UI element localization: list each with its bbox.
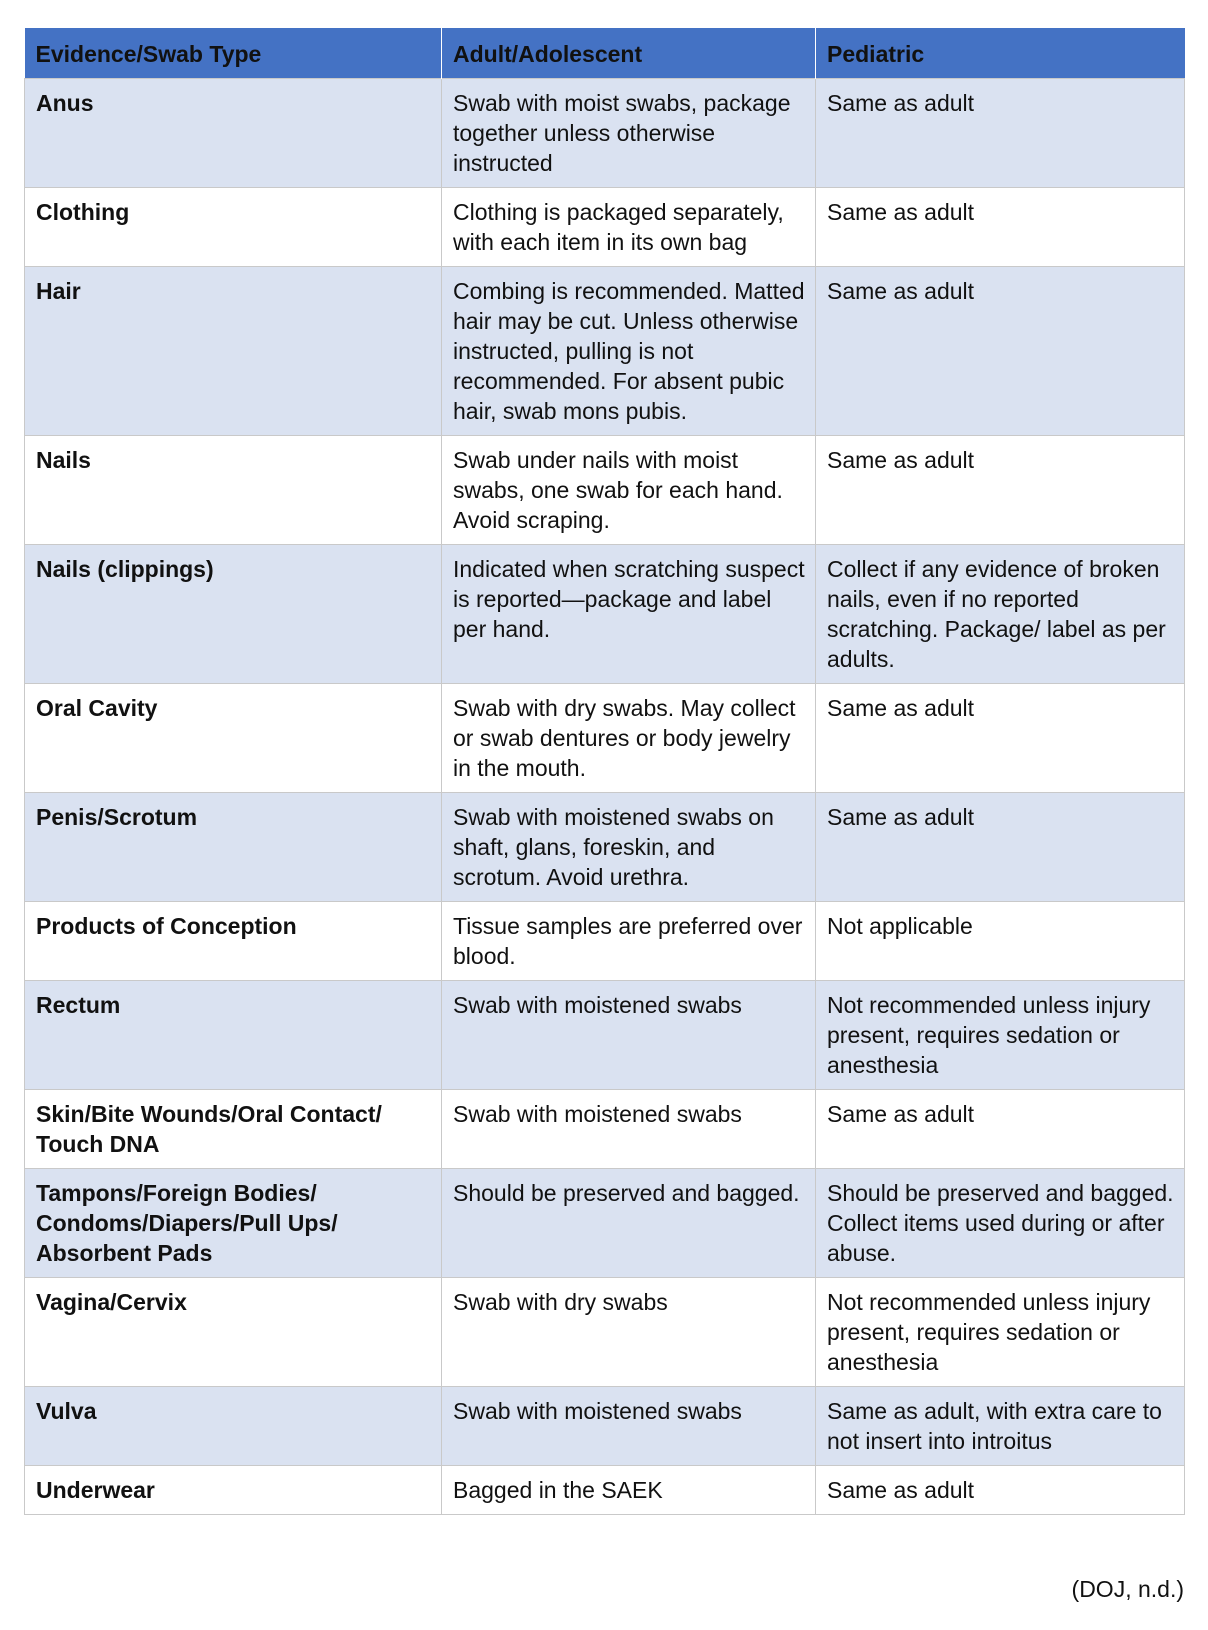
adult-cell: Swab with moistened swabs <box>442 981 816 1090</box>
column-header-adult: Adult/Adolescent <box>442 28 816 79</box>
table-row <box>25 902 1185 981</box>
evidence-type-cell: Rectum <box>25 981 442 1090</box>
pediatric-cell: Not applicable <box>816 902 1185 981</box>
evidence-type-cell: Nails <box>25 436 442 545</box>
pediatric-cell: Same as adult <box>816 79 1185 188</box>
table-row <box>25 1466 1185 1515</box>
table-row <box>25 545 1185 684</box>
table-row <box>25 1169 1185 1278</box>
table-row <box>25 793 1185 902</box>
table-row <box>25 267 1185 436</box>
adult-cell: Swab under nails with moist swabs, one swab for each hand. Avoid scraping. <box>442 436 816 545</box>
adult-cell: Swab with dry swabs <box>442 1278 816 1387</box>
adult-cell: Indicated when scratching suspect is reported—package and label per hand. <box>442 545 816 684</box>
evidence-type-cell: Nails (clippings) <box>25 545 442 684</box>
pediatric-cell: Same as adult <box>816 267 1185 436</box>
adult-cell: Should be preserved and bagged. <box>442 1169 816 1278</box>
table-header-row <box>25 28 1185 79</box>
evidence-type-cell: Vagina/Cervix <box>25 1278 442 1387</box>
table-row <box>25 684 1185 793</box>
evidence-type-cell: Products of Conception <box>25 902 442 981</box>
evidence-type-cell: Vulva <box>25 1387 442 1466</box>
pediatric-cell: Not recommended unless injury present, requires sedation or anesthesia <box>816 981 1185 1090</box>
pediatric-cell: Same as adult <box>816 188 1185 267</box>
column-header-pediatric: Pediatric <box>816 28 1185 79</box>
pediatric-cell: Same as adult <box>816 1466 1185 1515</box>
adult-cell: Bagged in the SAEK <box>442 1466 816 1515</box>
adult-cell: Swab with dry swabs. May collect or swab dentures or body jewelry in the mouth. <box>442 684 816 793</box>
evidence-table <box>24 28 1185 1515</box>
pediatric-cell: Same as adult <box>816 436 1185 545</box>
source-citation: (DOJ, n.d.) <box>1071 1576 1184 1602</box>
table-row <box>25 1090 1185 1169</box>
table-row <box>25 188 1185 267</box>
adult-cell: Combing is recommended. Matted hair may be cut. Unless otherwise instructed, pulling is not recommended. For absent pubic hair, swab mons pubis. <box>442 267 816 436</box>
adult-cell: Swab with moistened swabs <box>442 1387 816 1466</box>
pediatric-cell: Should be preserved and bagged. Collect items used during or after abuse. <box>816 1169 1185 1278</box>
pediatric-cell: Not recommended unless injury present, requires sedation or anesthesia <box>816 1278 1185 1387</box>
evidence-type-cell: Hair <box>25 267 442 436</box>
column-header-evidence-type: Evidence/Swab Type <box>25 28 442 79</box>
adult-cell: Swab with moist swabs, package together unless otherwise instructed <box>442 79 816 188</box>
evidence-type-cell: Oral Cavity <box>25 684 442 793</box>
evidence-type-cell: Underwear <box>25 1466 442 1515</box>
evidence-type-cell: Tampons/Foreign Bodies/ Condoms/Diapers/Pull Ups/ Absorbent Pads <box>25 1169 442 1278</box>
adult-cell: Swab with moistened swabs <box>442 1090 816 1169</box>
adult-cell: Swab with moistened swabs on shaft, glans, foreskin, and scrotum. Avoid urethra. <box>442 793 816 902</box>
pediatric-cell: Collect if any evidence of broken nails, even if no reported scratching. Package/ label as per adults. <box>816 545 1185 684</box>
pediatric-cell: Same as adult <box>816 793 1185 902</box>
evidence-type-cell: Penis/Scrotum <box>25 793 442 902</box>
table-row <box>25 1387 1185 1466</box>
pediatric-cell: Same as adult <box>816 1090 1185 1169</box>
table-row <box>25 1278 1185 1387</box>
table-row <box>25 981 1185 1090</box>
adult-cell: Clothing is packaged separately, with each item in its own bag <box>442 188 816 267</box>
table-row <box>25 79 1185 188</box>
evidence-type-cell: Skin/Bite Wounds/Oral Contact/ Touch DNA <box>25 1090 442 1169</box>
adult-cell: Tissue samples are preferred over blood. <box>442 902 816 981</box>
evidence-type-cell: Anus <box>25 79 442 188</box>
pediatric-cell: Same as adult <box>816 684 1185 793</box>
pediatric-cell: Same as adult, with extra care to not insert into introitus <box>816 1387 1185 1466</box>
evidence-type-cell: Clothing <box>25 188 442 267</box>
table-row <box>25 436 1185 545</box>
